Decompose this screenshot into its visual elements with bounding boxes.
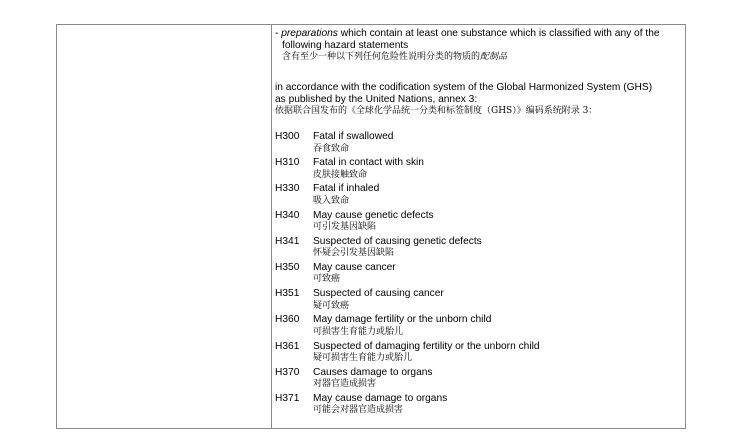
codification-chinese: 依据联合国发布的《全球化学品统一分类和标签制度（GHS）》编码系统附录 3： (275, 106, 598, 116)
hazard-row (275, 131, 683, 157)
hazard-cn: 疑可致癌 (313, 300, 350, 311)
hazard-code: H330 (275, 183, 300, 195)
hazard-en: Fatal in contact with skin (313, 157, 424, 169)
hazard-text (313, 131, 393, 157)
hazard-code: H300 (275, 131, 300, 142)
hazard-code: H370 (275, 366, 300, 378)
hazard-row (275, 314, 683, 340)
hazard-cn: 可致癌 (313, 274, 341, 285)
hazard-code: H341 (275, 235, 300, 247)
hazard-text (313, 236, 482, 262)
hazard-en: Fatal if inhaled (313, 183, 380, 195)
hazard-text (313, 262, 396, 288)
hazard-en: Fatal if swallowed (313, 131, 394, 142)
hazard-row (275, 393, 683, 419)
spacer (275, 64, 683, 82)
hazard-row (275, 210, 683, 236)
hazard-code: H340 (275, 209, 300, 221)
hazard-text (313, 367, 433, 393)
codification-line-2: as published by the United Nations, annex 3: (275, 93, 478, 105)
hazard-text (313, 210, 434, 236)
intro-chinese (275, 51, 683, 64)
intro-line-1 (275, 28, 683, 40)
intro-italic-term: preparations (281, 28, 338, 39)
document-content (275, 28, 683, 419)
intro-line-1-rest: which contain at least one substance which is classified with any of the (337, 28, 660, 39)
hazard-cn: 皮肤接触致命 (313, 169, 368, 180)
hazard-row (275, 262, 683, 288)
hazard-text (313, 314, 491, 340)
intro-chinese-italic: 配制品 (480, 52, 508, 62)
hazard-text (313, 183, 379, 209)
hazard-code: H350 (275, 261, 300, 273)
hazard-text (313, 341, 540, 367)
hazard-cn: 吞食致命 (313, 143, 350, 154)
hazard-en: May cause damage to organs (313, 392, 448, 404)
hazard-text (313, 157, 424, 183)
hazard-en: Suspected of causing genetic defects (313, 235, 482, 247)
hazard-cn: 可损害生育能力或胎儿 (313, 326, 404, 337)
hazard-cn: 怀疑会引发基因缺陷 (313, 248, 395, 259)
hazard-code: H360 (275, 314, 300, 326)
hazard-cn: 吸入致命 (313, 195, 350, 206)
hazard-row (275, 157, 683, 183)
hazard-code: H351 (275, 288, 300, 300)
hazard-list (275, 131, 683, 419)
hazard-text (313, 288, 444, 314)
hazard-en: Suspected of damaging fertility or the unborn child (313, 340, 540, 352)
hazard-text (313, 393, 447, 419)
hazard-cn: 可引发基因缺陷 (313, 222, 377, 233)
intro-chinese-prefix: 含有至少一种以下列任何危险性说明分类的物质的 (282, 52, 481, 62)
hazard-en: Causes damage to organs (313, 366, 433, 378)
hazard-row (275, 288, 683, 314)
hazard-code: H310 (275, 157, 300, 169)
hazard-en: May cause genetic defects (313, 209, 434, 221)
column-divider (271, 24, 272, 429)
hazard-code: H371 (275, 392, 300, 404)
hazard-cn: 可能会对器官造成损害 (313, 405, 404, 416)
hazard-cn: 对器官造成损害 (313, 379, 377, 390)
hazard-en: May cause cancer (313, 261, 396, 273)
codification-line-1: in accordance with the codification system of the Global Harmonized System (GHS) (275, 82, 653, 93)
spacer (275, 118, 683, 131)
hazard-row (275, 341, 683, 367)
intro-line-2: following hazard statements (282, 39, 409, 51)
intro-dash: - (275, 28, 282, 39)
hazard-row (275, 236, 683, 262)
hazard-en: Suspected of causing cancer (313, 288, 444, 300)
hazard-cn: 疑可损害生育能力或胎儿 (313, 353, 413, 363)
hazard-row (275, 183, 683, 209)
hazard-row (275, 367, 683, 393)
hazard-en: May damage fertility or the unborn child (313, 314, 492, 326)
hazard-code: H361 (275, 340, 300, 352)
